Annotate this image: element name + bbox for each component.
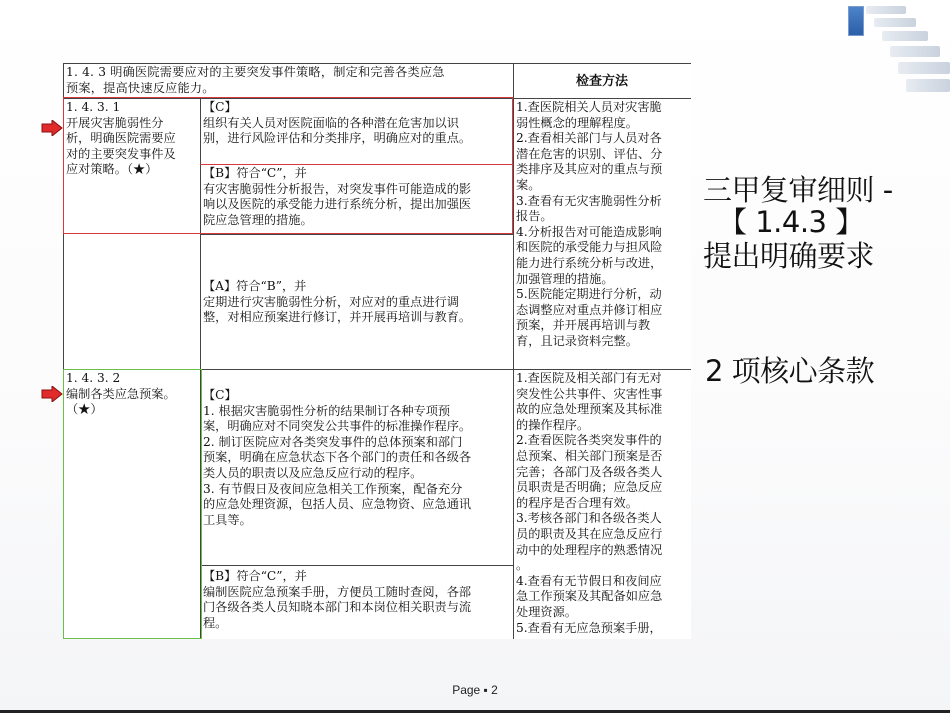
clause-2-b: 【B】符合“C”，并 编制医院应急预案手册，方便员工随时查阅，各部 门各级各类人员知晓本部门和本岗位相关职责与流 程。	[201, 566, 514, 640]
slide-title-line3: 提出明确要求	[703, 239, 875, 273]
red-arrow-icon	[41, 386, 63, 402]
slide-subtitle: 2 项核心条款	[705, 354, 875, 388]
page-number: Page ▪ 2	[452, 683, 498, 697]
clause-1-4-3-2: 1. 4. 3. 2 编制各类应急预案。 （★）	[64, 370, 201, 640]
table-header: 1. 4. 3 明确医院需要应对的主要突发事件策略，制定和完善各类应急 预案，提高快速反应能力。	[64, 64, 514, 99]
clause-1-a: 【A】符合“B”，并 定期进行灾害脆弱性分析，对应对的重点进行调 整，对相应预案进行修订，并开展再培训与教育。	[201, 235, 514, 370]
clause-1-b: 【B】符合“C”，并 有灾害脆弱性分析报告，对突发事件可能造成的影 响以及医院的承受能力进行系统分析，提出加强医 院应急管理的措施。	[201, 165, 514, 235]
door-icon	[848, 6, 864, 36]
red-highlight-divider	[200, 164, 513, 165]
method-header: 检查方法	[514, 64, 691, 99]
rules-table	[63, 63, 691, 639]
clause-1-method: 1.查医院相关人员对灾害脆 弱性概念的理解程度。 2.查看相关部门与人员对各 潜在危害的识别、评估、分 类排序及其应对的重点与预 案。 3.查看有无灾害脆弱性分析 报告。 4.分析报告对可能造成影响 和医院的承受能力与担风险 能力进行系统分析与改进， 加强管理的措施。 5.医院能定期进行分析，动 态调整应对重点并修订相应 预案，并开展再培训与教 育，且记录资料完整。	[514, 99, 691, 370]
clause-1-4-3-1: 1. 4. 3. 1 开展灾害脆弱性分 析，明确医院需要应 对的主要突发事件及 应对策略。（★）	[64, 99, 201, 370]
rules-table-image	[63, 63, 691, 639]
clause-1-c: 【C】 组织有关人员对医院面临的各种潜在危害加以识 别，进行风险评估和分类排序，明确应对的重点。	[201, 99, 514, 165]
clause-2-c: 【C】 1. 根据灾害脆弱性分析的结果制订各种专项预 案，明确应对不同突发公共事件的标准操作程序。 2. 制订医院应对各类突发事件的总体预案和部门 预案，明确在应急状态下各个部门的责任和各级各 类人员的职责以及应急反应行动的程序。 3. 有节假日及夜间应急相关工作预案，配备充分 的应急处理资源，包括人员、应急物资、应急通讯 工具等。	[201, 370, 514, 566]
red-arrow-icon	[41, 120, 63, 136]
clause-2-method: 1.查医院及相关部门有无对 突发性公共事件、灾害性事 故的应急处理预案及其标准 的操作程序。 2.查看医院各类突发事件的 总预案、相关部门预案是否 完善；各部门及各级各类人 员职责是否明确；应急反应 的程序是否合理有效。 3.考核各部门和各级各类人 员的职责及其在应急反应行 动中的处理程序的熟悉情况 。 4.查看有无节假日和夜间应 急工作预案及其配备如应急 处理资源。 5.查看有无应急预案手册，	[514, 370, 691, 640]
stairs-decoration	[832, 0, 950, 92]
slide-title-line2: 【 1.4.3 】	[718, 205, 864, 239]
slide-title-line1: 三甲复审细则 -	[703, 173, 893, 207]
